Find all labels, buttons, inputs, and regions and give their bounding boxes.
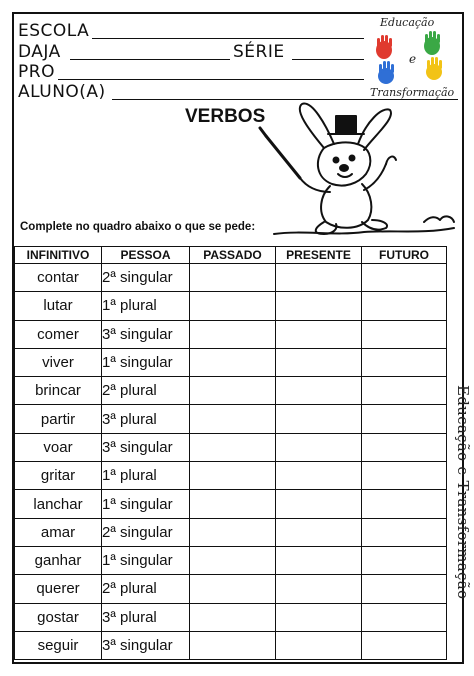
instruction-text: Complete no quadro abaixo o que se pede: bbox=[20, 221, 256, 233]
table-row bbox=[15, 462, 447, 490]
logo-top-text: Educação bbox=[380, 16, 435, 29]
passado-cell[interactable] bbox=[190, 575, 276, 603]
page-title: VERBOS bbox=[185, 106, 266, 127]
person-cell: 2ª singular bbox=[102, 518, 190, 546]
verb-cell: querer bbox=[15, 575, 102, 603]
presente-cell[interactable] bbox=[276, 405, 362, 433]
rabbit-magician-illustration bbox=[254, 100, 459, 240]
escola-label: ESCOLA bbox=[18, 21, 90, 41]
person-cell: 1ª plural bbox=[102, 462, 190, 490]
verb-cell: seguir bbox=[15, 631, 102, 659]
presente-cell[interactable] bbox=[276, 518, 362, 546]
futuro-cell[interactable] bbox=[362, 546, 447, 574]
passado-cell[interactable] bbox=[190, 433, 276, 461]
verb-cell: viver bbox=[15, 348, 102, 376]
passado-cell[interactable] bbox=[190, 631, 276, 659]
prof-label: PRO bbox=[18, 62, 55, 82]
verb-cell: brincar bbox=[15, 377, 102, 405]
person-cell: 3ª singular bbox=[102, 631, 190, 659]
presente-cell[interactable] bbox=[276, 490, 362, 518]
futuro-cell[interactable] bbox=[362, 264, 447, 292]
serie-label: SÉRIE bbox=[233, 42, 285, 62]
escola-line[interactable] bbox=[92, 38, 364, 39]
passado-cell[interactable] bbox=[190, 348, 276, 376]
futuro-cell[interactable] bbox=[362, 631, 447, 659]
verb-cell: partir bbox=[15, 405, 102, 433]
data-line[interactable] bbox=[70, 59, 230, 60]
verb-cell: lutar bbox=[15, 292, 102, 320]
person-cell: 2ª plural bbox=[102, 575, 190, 603]
person-cell: 3ª plural bbox=[102, 405, 190, 433]
table-row bbox=[15, 320, 447, 348]
header-infinitivo: INFINITIVO bbox=[15, 247, 102, 264]
presente-cell[interactable] bbox=[276, 575, 362, 603]
passado-cell[interactable] bbox=[190, 264, 276, 292]
presente-cell[interactable] bbox=[276, 631, 362, 659]
futuro-cell[interactable] bbox=[362, 292, 447, 320]
verb-cell: gritar bbox=[15, 462, 102, 490]
table-row bbox=[15, 292, 447, 320]
person-cell: 1ª plural bbox=[102, 292, 190, 320]
presente-cell[interactable] bbox=[276, 377, 362, 405]
person-cell: 1ª singular bbox=[102, 348, 190, 376]
logo bbox=[366, 14, 462, 98]
presente-cell[interactable] bbox=[276, 348, 362, 376]
header-presente: PRESENTE bbox=[276, 247, 362, 264]
presente-cell[interactable] bbox=[276, 292, 362, 320]
table-row bbox=[15, 433, 447, 461]
logo-middle-text: e bbox=[409, 52, 417, 66]
verb-cell: comer bbox=[15, 320, 102, 348]
header-pessoa: PESSOA bbox=[102, 247, 190, 264]
person-cell: 1ª singular bbox=[102, 490, 190, 518]
verb-cell: voar bbox=[15, 433, 102, 461]
futuro-cell[interactable] bbox=[362, 348, 447, 376]
verb-cell: gostar bbox=[15, 603, 102, 631]
presente-cell[interactable] bbox=[276, 603, 362, 631]
presente-cell[interactable] bbox=[276, 433, 362, 461]
table-row bbox=[15, 377, 447, 405]
futuro-cell[interactable] bbox=[362, 405, 447, 433]
header-futuro: FUTURO bbox=[362, 247, 447, 264]
passado-cell[interactable] bbox=[190, 518, 276, 546]
verb-cell: ganhar bbox=[15, 546, 102, 574]
verb-cell: amar bbox=[15, 518, 102, 546]
person-cell: 1ª singular bbox=[102, 546, 190, 574]
person-cell: 3ª singular bbox=[102, 433, 190, 461]
passado-cell[interactable] bbox=[190, 546, 276, 574]
person-cell: 3ª singular bbox=[102, 320, 190, 348]
person-cell: 2ª singular bbox=[102, 264, 190, 292]
futuro-cell[interactable] bbox=[362, 603, 447, 631]
passado-cell[interactable] bbox=[190, 490, 276, 518]
data-label: DAJA bbox=[18, 42, 61, 62]
presente-cell[interactable] bbox=[276, 546, 362, 574]
table-header-row bbox=[15, 247, 447, 264]
presente-cell[interactable] bbox=[276, 264, 362, 292]
table-row bbox=[15, 264, 447, 292]
logo-bottom-text: Transformação bbox=[370, 86, 455, 99]
verb-cell: lanchar bbox=[15, 490, 102, 518]
person-cell: 2ª plural bbox=[102, 377, 190, 405]
table-row bbox=[15, 575, 447, 603]
serie-line[interactable] bbox=[292, 59, 364, 60]
passado-cell[interactable] bbox=[190, 462, 276, 490]
table-row bbox=[15, 518, 447, 546]
prof-line[interactable] bbox=[58, 79, 364, 80]
presente-cell[interactable] bbox=[276, 462, 362, 490]
table-row bbox=[15, 603, 447, 631]
passado-cell[interactable] bbox=[190, 292, 276, 320]
futuro-cell[interactable] bbox=[362, 462, 447, 490]
futuro-cell[interactable] bbox=[362, 377, 447, 405]
header-passado: PASSADO bbox=[190, 247, 276, 264]
futuro-cell[interactable] bbox=[362, 575, 447, 603]
passado-cell[interactable] bbox=[190, 603, 276, 631]
futuro-cell[interactable] bbox=[362, 320, 447, 348]
futuro-cell[interactable] bbox=[362, 433, 447, 461]
table-row bbox=[15, 348, 447, 376]
verbs-table bbox=[14, 246, 447, 660]
table-row bbox=[15, 405, 447, 433]
verb-cell: contar bbox=[15, 264, 102, 292]
futuro-cell[interactable] bbox=[362, 490, 447, 518]
passado-cell[interactable] bbox=[190, 377, 276, 405]
table-row bbox=[15, 490, 447, 518]
table-row bbox=[15, 631, 447, 659]
passado-cell[interactable] bbox=[190, 405, 276, 433]
aluno-label: ALUNO(A) bbox=[18, 82, 106, 102]
presente-cell[interactable] bbox=[276, 320, 362, 348]
passado-cell[interactable] bbox=[190, 320, 276, 348]
person-cell: 3ª plural bbox=[102, 603, 190, 631]
futuro-cell[interactable] bbox=[362, 518, 447, 546]
table-row bbox=[15, 546, 447, 574]
side-watermark-text: Educação e Transformação bbox=[454, 385, 472, 600]
